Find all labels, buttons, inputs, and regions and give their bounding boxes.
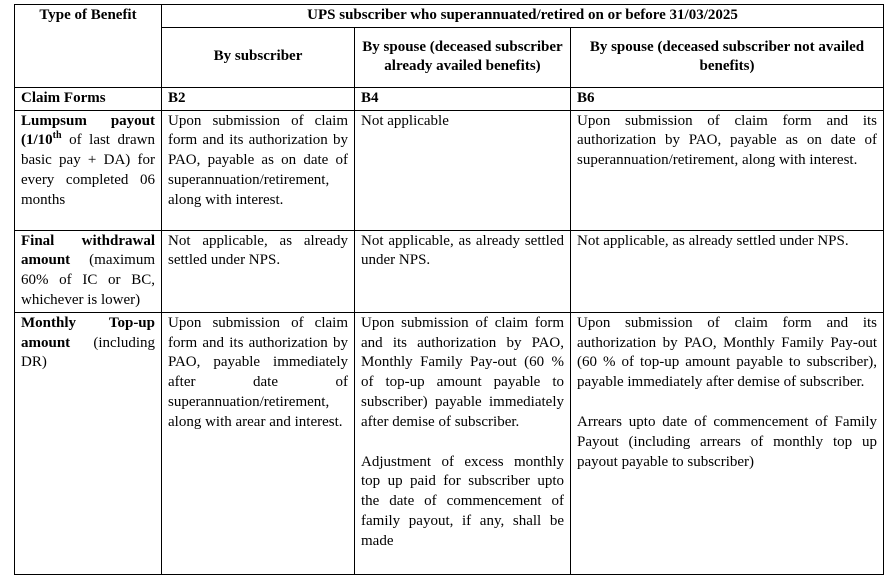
lumpsum-spouse-not-availed-cell: Upon submission of claim form and its authorization by PAO, payable as on date of superannuation/retirement, along with interest. bbox=[571, 110, 884, 230]
lumpsum-label-bold: Lumpsum payout (1/10 bbox=[21, 112, 155, 149]
ups-benefits-table bbox=[14, 4, 884, 575]
type-of-benefit-header: Type of Benefit bbox=[15, 5, 162, 88]
claim-forms-label: Claim Forms bbox=[15, 87, 162, 110]
by-spouse-availed-header: By spouse (deceased subscriber already availed benefits) bbox=[355, 27, 571, 87]
claim-form-b4: B4 bbox=[355, 87, 571, 110]
lumpsum-spouse-availed-cell: Not applicable bbox=[355, 110, 571, 230]
monthly-topup-label bbox=[15, 312, 162, 574]
lumpsum-label-sup: th bbox=[52, 130, 62, 142]
claim-form-b2: B2 bbox=[162, 87, 355, 110]
monthly-topup-spouse-not-availed-cell bbox=[571, 312, 884, 574]
final-withdrawal-label-rest: (maximum 60% of IC or BC, whichever is lower) bbox=[21, 252, 155, 308]
claim-form-b6: B6 bbox=[571, 87, 884, 110]
lumpsum-subscriber-cell: Upon submission of claim form and its authorization by PAO, payable as on date of superannuation/retirement, along with interest. bbox=[162, 110, 355, 230]
final-withdrawal-label bbox=[15, 230, 162, 312]
ups-group-header: UPS subscriber who superannuated/retired on or before 31/03/2025 bbox=[162, 5, 884, 28]
final-withdrawal-spouse-not-availed-cell: Not applicable, as already settled under NPS. bbox=[571, 230, 884, 312]
monthly-topup-label-bold: Monthly Top-up amount bbox=[21, 314, 155, 351]
monthly-topup-spouse-availed-para2: Adjustment of excess monthly top up paid for subscriber upto the date of commencement of family payout, if any, shall be made bbox=[361, 453, 564, 549]
monthly-topup-spouse-availed-cell bbox=[355, 312, 571, 574]
monthly-topup-row bbox=[15, 312, 884, 574]
claim-forms-row bbox=[15, 87, 884, 110]
monthly-topup-label-rest: (including DR) bbox=[21, 334, 155, 371]
lumpsum-label bbox=[15, 110, 162, 230]
monthly-topup-spouse-not-availed-para2: Arrears upto date of commencement of Family Payout (including arrears of monthly top up payout payable to subscriber) bbox=[577, 413, 877, 470]
table-header-row bbox=[15, 5, 884, 28]
by-subscriber-header: By subscriber bbox=[162, 27, 355, 87]
lumpsum-row bbox=[15, 110, 884, 230]
final-withdrawal-row bbox=[15, 230, 884, 312]
monthly-topup-subscriber-cell: Upon submission of claim form and its authorization by PAO, payable immediately after date of superannuation/retirement, along with arear and interest. bbox=[162, 312, 355, 574]
lumpsum-label-rest: of last drawn basic pay + DA) for every completed 06 months bbox=[21, 132, 155, 208]
final-withdrawal-label-bold: Final withdrawal amount bbox=[21, 232, 155, 269]
final-withdrawal-subscriber-cell: Not applicable, as already settled under NPS. bbox=[162, 230, 355, 312]
by-spouse-not-availed-header: By spouse (deceased subscriber not availed benefits) bbox=[571, 27, 884, 87]
monthly-topup-spouse-availed-para1: Upon submission of claim form and its authorization by PAO, Monthly Family Pay-out (60 % of top-up amount payable to subscriber) payable immediately after demise of subscriber. bbox=[361, 314, 564, 430]
final-withdrawal-spouse-availed-cell: Not applicable, as already settled under NPS. bbox=[355, 230, 571, 312]
monthly-topup-spouse-not-availed-para1: Upon submission of claim form and its authorization by PAO, Monthly Family Pay-out (60 % of top-up amount payable to subscriber), payable immediately after demise of subscriber. bbox=[577, 314, 877, 391]
